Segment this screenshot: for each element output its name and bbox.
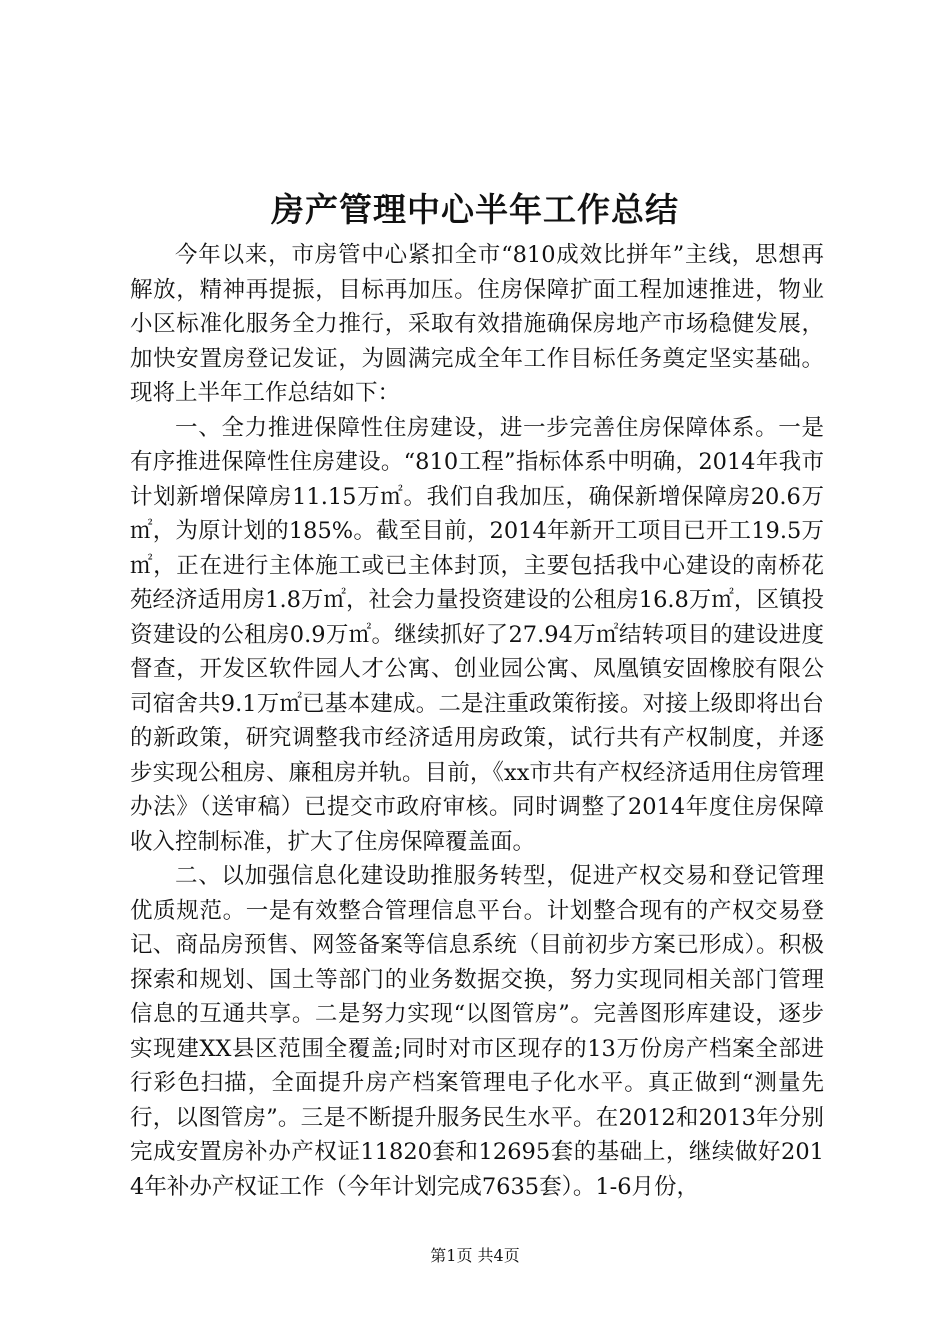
document-body [130,238,824,1204]
page-footer: 第1页 共4页 [430,1246,520,1265]
paragraph-section-1: 一、全力推进保障性住房建设，进一步完善住房保障体系。一是有序推进保障性住房建设。“810工程”指标体系中明确，2014年我市计划新增保障房11.15万㎡。我们自我加压，确保新增保障房20.6万㎡，为原计划的185%。截至目前，2014年新开工项目已开工19.5万㎡，正在进行主体施工或已主体封顶，主要包括我中心建设的南桥花苑经济适用房1.8万㎡，社会力量投资建设的公租房16.8万㎡，区镇投资建设的公租房0.9万㎡。继续抓好了27.94万㎡结转项目的建设进度督查，开发区软件园人才公寓、创业园公寓、凤凰镇安固橡胶有限公司宿舍共9.1万㎡已基本建成。二是注重政策衔接。对接上级即将出台的新政策，研究调整我市经济适用房政策，试行共有产权制度，并逐步实现公租房、廉租房并轨。目前，《xx市共有产权经济适用住房管理办法》（送审稿）已提交市政府审核。同时调整了2014年度住房保障收入控制标准，扩大了住房保障覆盖面。 [130,414,824,855]
page-title: 房产管理中心半年工作总结 [271,190,679,229]
paragraph-intro: 今年以来，市房管中心紧扣全市“810成效比拼年”主线，思想再解放，精神再提振，目标再加压。住房保障扩面工程加速推进，物业小区标准化服务全力推行，采取有效措施确保房地产市场稳健发展，加快安置房登记发证，为圆满完成全年工作目标任务奠定坚实基础。现将上半年工作总结如下： [130,242,824,406]
paragraph-section-2: 二、以加强信息化建设助推服务转型，促进产权交易和登记管理优质规范。一是有效整合管理信息平台。计划整合现有的产权交易登记、商品房预售、网签备案等信息系统（目前初步方案已形成）。积极探索和规划、国土等部门的业务数据交换，努力实现同相关部门管理信息的互通共享。二是努力实现“以图管房”。完善图形库建设，逐步实现建XX县区范围全覆盖;同时对市区现存的13万份房产档案全部进行彩色扫描，全面提升房产档案管理电子化水平。真正做到“测量先行，以图管房”。三是不断提升服务民生水平。在2012和2013年分别完成安置房补办产权证11820套和12695套的基础上，继续做好2014年补办产权证工作（今年计划完成7635套）。1-6月份， [130,863,824,1200]
